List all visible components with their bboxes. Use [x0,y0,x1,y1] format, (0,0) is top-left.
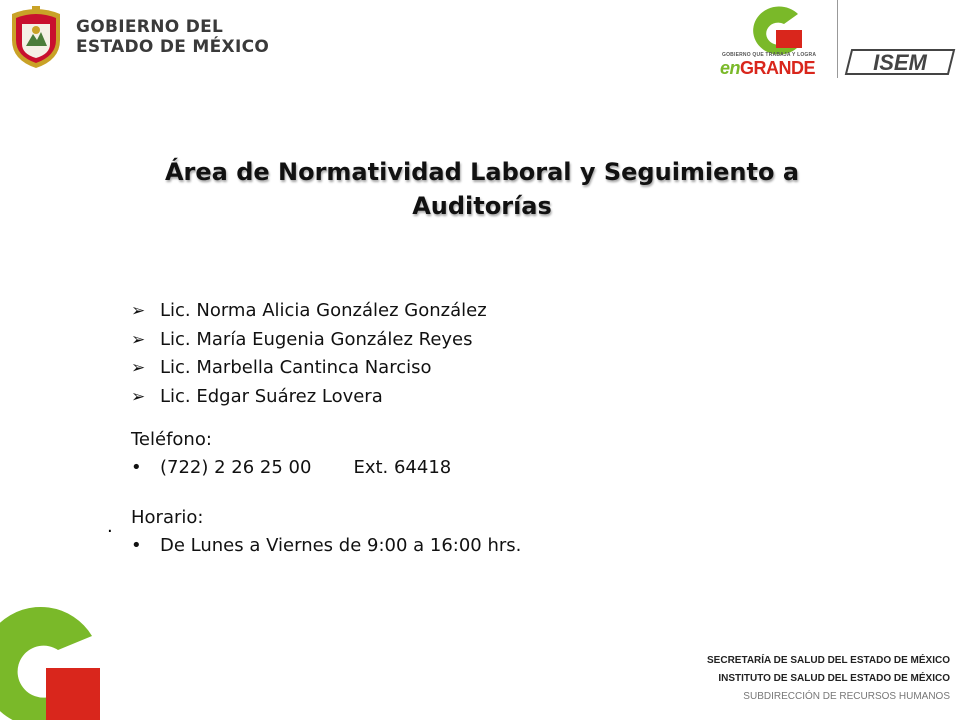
list-item [131,326,521,355]
phone-number: (722) 2 26 25 00 [160,457,312,478]
corner-g-icon [0,606,100,720]
footer-line-2: INSTITUTO DE SALUD DEL ESTADO DE MÉXICO [718,673,950,684]
staff-name: Lic. María Eugenia González Reyes [160,328,473,350]
staff-name: Lic. Norma Alicia González González [160,300,487,322]
tagline-grande: GRANDE [740,58,816,78]
schedule-value: De Lunes a Viernes de 9:00 a 16:00 hrs. [160,535,522,556]
phone-label: Teléfono: [131,429,212,450]
footer-line-1: SECRETARÍA DE SALUD DEL ESTADO DE MÉXICO [707,655,950,666]
list-item [131,532,521,560]
arrow-bullet-icon: ➢ [131,386,146,407]
phone-extension: Ext. 64418 [353,457,452,478]
logo-divider [837,0,838,78]
header-brand-logos [720,0,956,82]
gov-line-2: ESTADO DE MÉXICO [76,37,270,57]
list-item [131,383,521,412]
title-line-2: Auditorías [412,192,552,220]
list-item [131,354,521,383]
contact-info [131,297,521,560]
staff-list [131,297,521,411]
state-seal-icon [6,4,66,70]
government-logo [6,4,269,70]
arrow-bullet-icon: ➢ [131,301,146,322]
page-title [60,155,904,223]
title-line-1: Área de Normatividad Laboral y Seguimiento a [164,158,800,186]
engrande-logo [720,0,832,82]
gov-line-1: GOBIERNO DEL [76,17,224,37]
stray-dot: . [107,516,113,537]
tagline-small: GOBIERNO QUE TRABAJA Y LOGRA [722,52,817,58]
arrow-bullet-icon: ➢ [131,329,146,350]
staff-name: Lic. Marbella Cantinca Narciso [160,357,432,379]
phone-list [131,454,521,482]
bullet-icon: • [131,457,142,478]
list-item [131,454,521,482]
isem-text: ISEM [873,50,927,75]
isem-logo [844,48,956,76]
arrow-bullet-icon: ➢ [131,358,146,379]
footer-institutions [707,652,950,706]
footer-line-3: SUBDIRECCIÓN DE RECURSOS HUMANOS [743,691,950,702]
tagline-en: en [720,58,741,78]
tagline-engrande [720,58,815,79]
bullet-icon: • [131,535,142,556]
schedule-list [131,532,521,560]
staff-name: Lic. Edgar Suárez Lovera [160,385,383,407]
list-item [131,297,521,326]
schedule-label: Horario: [131,507,204,528]
